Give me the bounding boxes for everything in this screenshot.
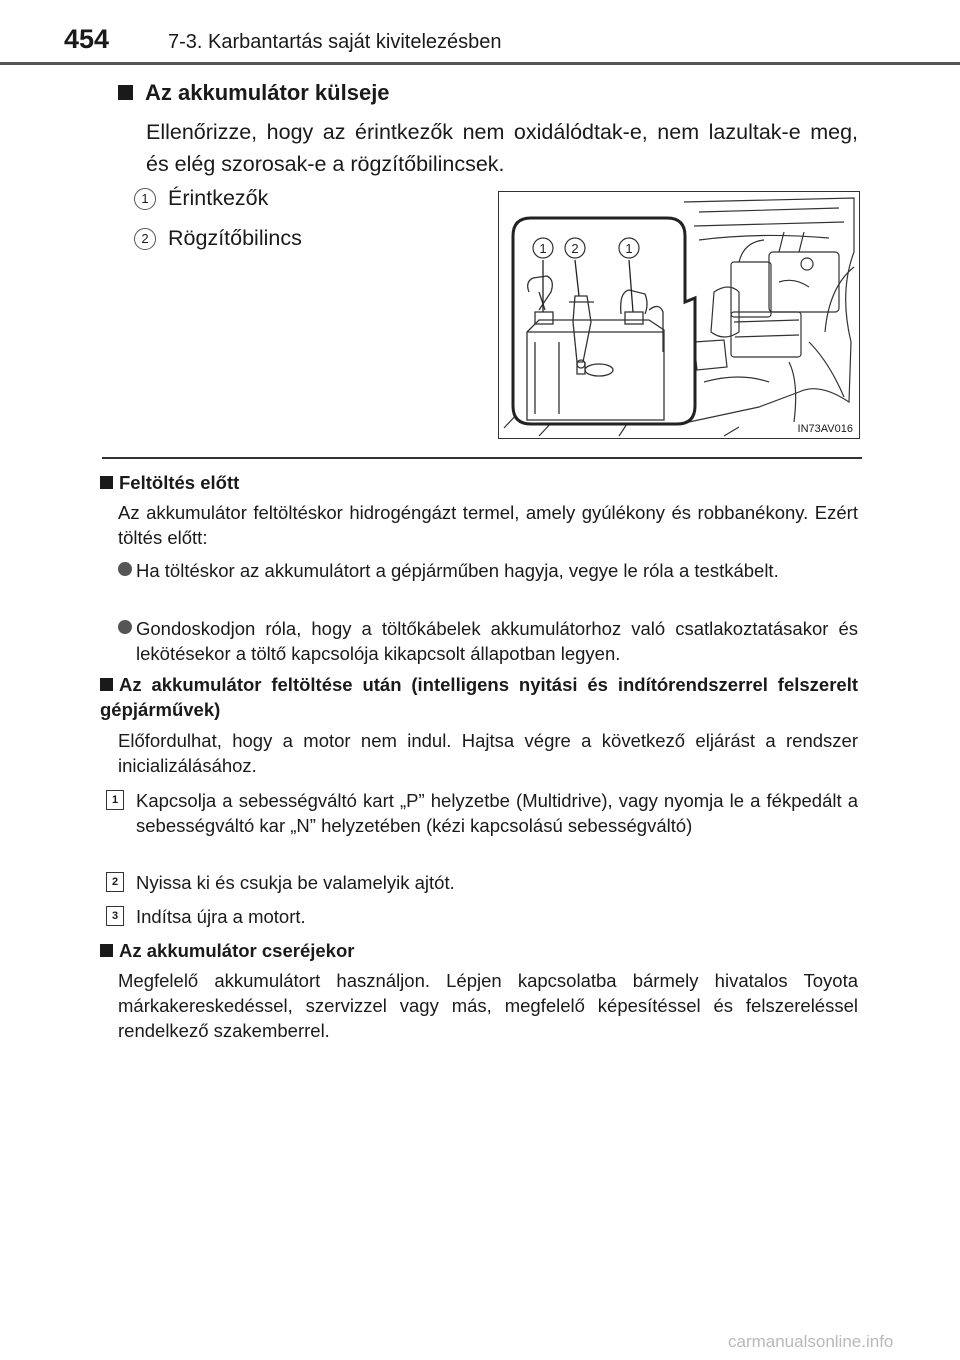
legend-label: Rögzítőbilincs bbox=[168, 226, 302, 250]
before-charging-heading-text: Feltöltés előtt bbox=[119, 472, 240, 493]
procedure-step bbox=[106, 904, 858, 929]
section-separator bbox=[102, 457, 862, 459]
list-item-text: Ha töltéskor az akkumulátort a gépjárműben hagyja, vegye le róla a testkábelt. bbox=[136, 560, 779, 581]
step-text: Kapcsolja a sebességváltó kart „P” helyzetbe (Multidrive), vagy nyomja le a fékpedált a sebességváltó kar „N” helyzetében (kézi kapcsolású sebességváltó) bbox=[136, 790, 858, 836]
procedure-step bbox=[106, 870, 858, 895]
callout-number: 1 bbox=[134, 188, 156, 210]
page-header bbox=[0, 0, 960, 64]
legend-label: Érintkezők bbox=[168, 186, 269, 210]
round-bullet-icon bbox=[118, 562, 132, 576]
figure-callout: 1 bbox=[539, 241, 547, 256]
chapter-title: 7-3. Karbantartás saját kivitelezésben bbox=[168, 31, 502, 53]
square-bullet-icon bbox=[100, 678, 113, 691]
engine-bay-drawing bbox=[499, 192, 860, 439]
battery-exterior-heading-text: Az akkumulátor külseje bbox=[145, 80, 390, 105]
figure-code: IN73AV016 bbox=[797, 423, 853, 435]
list-item bbox=[118, 558, 858, 583]
battery-exterior-heading bbox=[118, 80, 390, 106]
step-number: 1 bbox=[106, 790, 124, 810]
callout-number: 2 bbox=[134, 228, 156, 250]
square-bullet-icon bbox=[100, 476, 113, 489]
legend-item-clamp bbox=[134, 226, 302, 251]
step-number: 2 bbox=[106, 872, 124, 892]
after-charging-text: Előfordulhat, hogy a motor nem indul. Hajtsa végre a következő eljárást a rendszer inicializálásához. bbox=[118, 730, 858, 776]
battery-illustration bbox=[498, 191, 860, 439]
step-number: 3 bbox=[106, 906, 124, 926]
figure-callout: 1 bbox=[625, 241, 633, 256]
header-rule bbox=[0, 62, 960, 65]
square-bullet-icon bbox=[118, 85, 133, 100]
before-charging-text: Az akkumulátor feltöltéskor hidrogéngázt termel, amely gyúlékony és robbanékony. Ezért töltés előtt: bbox=[118, 502, 858, 548]
after-charging-heading-text: Az akkumulátor feltöltése után (intelligens nyitási és indítórendszerrel felszerelt gépjárművek) bbox=[100, 674, 858, 720]
replacement-text: Megfelelő akkumulátort használjon. Lépjen kapcsolatba bármely hivatalos Toyota márkakereskedéssel, szervizzel vagy más, megfelelő képesítéssel és felszereléssel rendelkező szakemberrel. bbox=[118, 970, 858, 1041]
replacement-heading-text: Az akkumulátor cseréjekor bbox=[119, 940, 355, 961]
before-charging-heading bbox=[100, 472, 239, 494]
procedure-step bbox=[106, 788, 858, 838]
square-bullet-icon bbox=[100, 944, 113, 957]
list-item bbox=[118, 616, 858, 666]
list-item-text: Gondoskodjon róla, hogy a töltőkábelek akkumulátorhoz való csatlakoztatásakor és lekötésekor a töltő kapcsolója kikapcsolt állapotban legyen. bbox=[136, 618, 858, 664]
round-bullet-icon bbox=[118, 620, 132, 634]
page-number: 454 bbox=[64, 24, 110, 54]
legend-item-terminals bbox=[134, 186, 268, 211]
figure-callout: 2 bbox=[571, 241, 579, 256]
step-text: Indítsa újra a motort. bbox=[136, 906, 306, 927]
watermark: carmanualsonline.info bbox=[728, 1332, 894, 1351]
after-charging-heading bbox=[100, 672, 858, 722]
battery-exterior-intro: Ellenőrizze, hogy az érintkezők nem oxidálódtak-e, nem lazultak-e meg, és elég szorosak-e a rögzítőbilincsek. bbox=[146, 120, 858, 176]
step-text: Nyissa ki és csukja be valamelyik ajtót. bbox=[136, 872, 455, 893]
replacement-heading bbox=[100, 940, 354, 962]
